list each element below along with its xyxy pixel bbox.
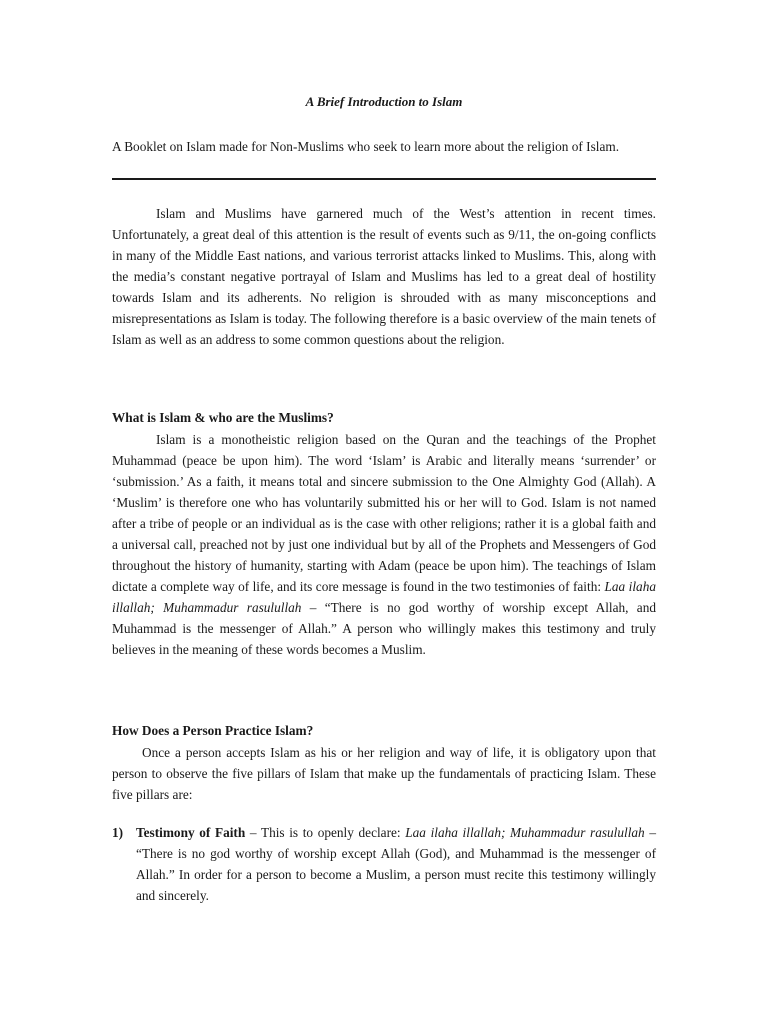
section2-text: Once a person accepts Islam as his or her religion and way of life, it is obligatory upon that person to observe the five pillars of Islam that make up the fundamentals of practicing Islam. These five pillars are: (112, 745, 656, 802)
list-item-italic: Laa ilaha illallah; Muhammadur rasulullah (405, 825, 645, 840)
list-item-body (136, 822, 656, 906)
section1-testimony-italic: Laa ilaha illallah; Muhammadur rasulullah (112, 579, 656, 615)
document-subtitle: A Booklet on Islam made for Non-Muslims who seek to learn more about the religion of Islam. (112, 139, 620, 154)
horizontal-rule (112, 178, 656, 180)
document-title: A Brief Introduction to Islam (305, 94, 463, 109)
section-body-what-is-islam (112, 429, 656, 660)
section1-text-before: Islam is a monotheistic religion based on the Quran and the teachings of the Prophet Muhammad (peace be upon him). The word ‘Islam’ is Arabic and literally means ‘surrender’ or ‘submission.’ As a faith, it means total and sincere submission to the One Almighty God (Allah). A ‘Muslim’ is therefore one who has voluntarily submitted his or her will to God. Islam is not named after a tribe of people or an individual as is the case with other religions; rather it is a global faith and a universal call, preached not by just one individual but by all of the Prophets and Messengers of God throughout the history of humanity, starting with Adam (peace be upon him). The teachings of Islam dictate a complete way of life, and its core message is found in the two testimonies of faith: (112, 432, 656, 594)
list-item-rest: – “There is no god worthy of worship except Allah (God), and Muhammad is the messenger of Allah.” In order for a person to become a Muslim, a person must recite this testimony willingly and sincerely. (136, 825, 656, 903)
section-heading-practice: How Does a Person Practice Islam? (112, 723, 314, 738)
list-item-number: 1) (112, 825, 124, 840)
intro-paragraph (112, 203, 656, 350)
section-heading-what-is-islam: What is Islam & who are the Muslims? (112, 410, 334, 425)
section-body-practice (112, 742, 656, 805)
section1-text-after: – “There is no god worthy of worship except Allah, and Muhammad is the messenger of Allah.” A person who willingly makes this testimony and truly believes in the meaning of these words becomes a Muslim. (112, 600, 656, 657)
list-item-lead: – This is to openly declare: (245, 825, 406, 840)
intro-paragraph-text: Islam and Muslims have garnered much of the West’s attention in recent times. Unfortunately, a great deal of this attention is the result of events such as 9/11, the on-going conflicts in many of the Middle East nations, and various terrorist attacks linked to Muslims. This, along with the media’s constant negative portrayal of Islam and Muslims has led to a great deal of hostility towards Islam and its adherents. No religion is shrouded with as many misconceptions and misrepresentations as Islam is today. The following therefore is a basic overview of the main tenets of Islam as well as an address to some common questions about the religion. (112, 206, 656, 347)
list-item-term: Testimony of Faith (136, 825, 246, 840)
